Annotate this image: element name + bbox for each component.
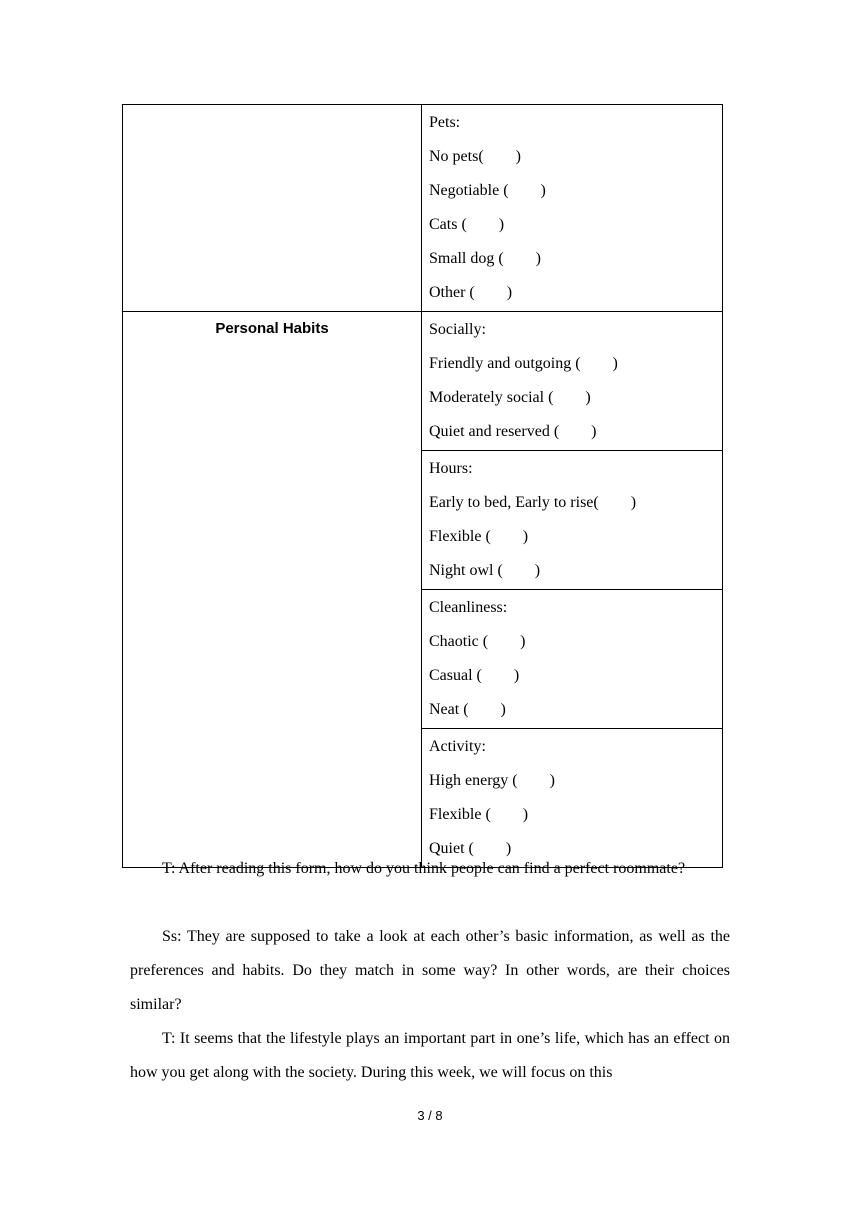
option-item: Flexible ( ) [429, 528, 529, 545]
option-item: Other ( ) [429, 284, 513, 301]
paragraph-text: T: After reading this form, how do you think people can find a perfect roommate? [162, 860, 686, 877]
group-title: Hours: [429, 460, 473, 477]
option-item: Early to bed, Early to rise( ) [429, 494, 637, 511]
options-cell-activity [422, 729, 723, 868]
category-label: Personal Habits [215, 320, 329, 337]
options-cell-socially [422, 312, 723, 451]
roommate-preference-form [122, 104, 723, 868]
table-row [123, 312, 723, 451]
paragraph-text: Ss: They are supposed to take a look at each other’s basic information, as well as the preferences and habits. Do they match in some way? In other words, are their choices similar? [130, 928, 730, 1013]
group-title: Pets: [429, 114, 461, 131]
page-number: 3 / 8 [417, 1108, 443, 1123]
option-item: Neat ( ) [429, 701, 506, 718]
option-item: Quiet and reserved ( ) [429, 423, 597, 440]
option-group-socially [422, 312, 722, 450]
option-item: Flexible ( ) [429, 806, 529, 823]
option-item: Friendly and outgoing ( ) [429, 355, 618, 372]
options-cell-cleanliness [422, 590, 723, 729]
table-row [123, 105, 723, 312]
paragraph-text: T: It seems that the lifestyle plays an important part in one’s life, which has an effect on how you get along with the society. During this week, we will focus on this [130, 1030, 730, 1081]
group-title: Activity: [429, 738, 486, 755]
option-group-cleanliness [422, 590, 722, 728]
option-group-activity [422, 729, 722, 867]
category-cell-personal-habits [123, 312, 422, 868]
options-cell-pets [422, 105, 723, 312]
option-item: Chaotic ( ) [429, 633, 526, 650]
option-item: No pets( ) [429, 148, 521, 165]
category-label [123, 105, 421, 139]
option-item: High energy ( ) [429, 772, 555, 789]
option-item: Night owl ( ) [429, 562, 541, 579]
group-title: Socially: [429, 321, 486, 338]
option-group-pets [422, 105, 722, 311]
dialogue-paragraph [130, 852, 730, 886]
option-item: Negotiable ( ) [429, 182, 546, 199]
dialogue-paragraph [130, 920, 730, 1022]
option-item: Cats ( ) [429, 216, 505, 233]
option-item: Quiet ( ) [429, 840, 512, 857]
category-cell-empty [123, 105, 422, 312]
options-cell-hours [422, 451, 723, 590]
option-group-hours [422, 451, 722, 589]
group-title: Cleanliness: [429, 599, 508, 616]
option-item: Small dog ( ) [429, 250, 541, 267]
option-item: Casual ( ) [429, 667, 520, 684]
option-item: Moderately social ( ) [429, 389, 591, 406]
dialogue-paragraph [130, 1022, 730, 1090]
